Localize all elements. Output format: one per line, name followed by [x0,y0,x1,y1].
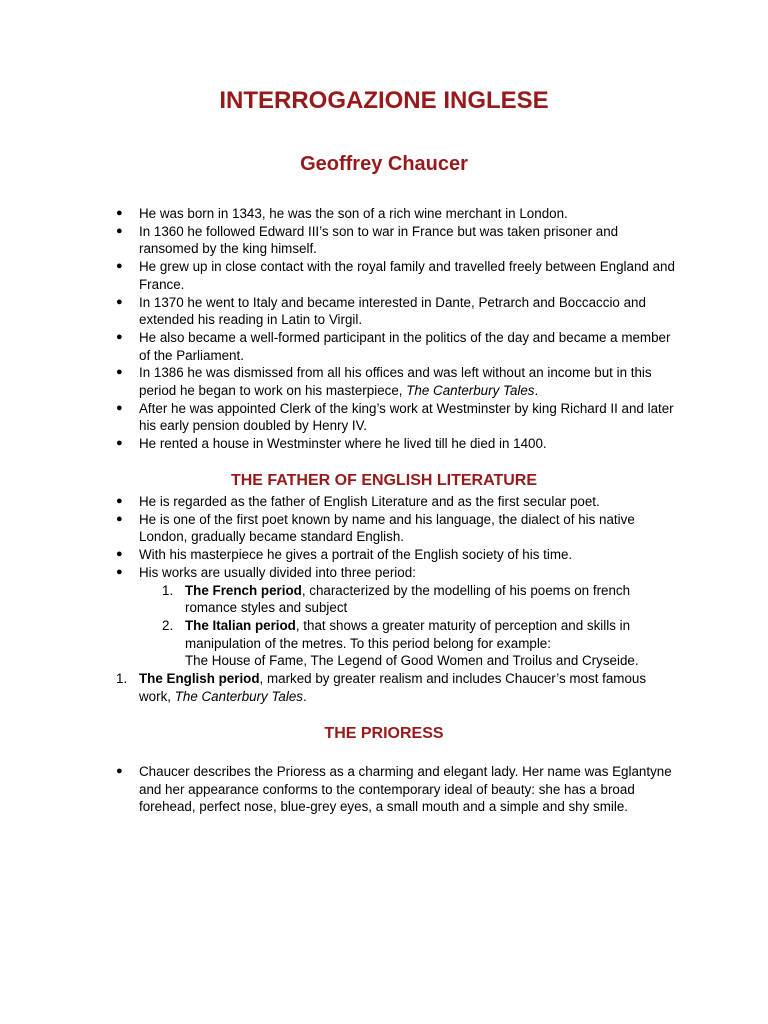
list-item-text: He rented a house in Westminster where he lived till he died in 1400. [139,436,547,452]
list-item [0,258,679,293]
section-heading-prioress: THE PRIORESS [324,725,444,742]
list-item-text: He is regarded as the father of English Literature and as the first secular poet. [139,494,600,509]
bullet-icon: ● [116,401,123,414]
list-item [0,763,679,816]
bullet-icon: ● [116,366,123,379]
list-item [0,546,679,564]
document-subtitle: Geoffrey Chaucer [300,153,468,175]
period-description: , characterized by the modelling of his poems on french romance styles and subject [185,582,631,616]
bullet-icon: ● [116,512,123,525]
list-item [0,223,679,258]
list-number: 1. [162,582,174,598]
bullet-icon: ● [116,330,123,343]
work-title: The Canterbury Tales [406,383,535,399]
list-item-text: He grew up in close contact with the royal family and travelled freely between England and France. [139,259,675,292]
list-item [0,435,679,453]
punctuation: . [534,383,539,399]
section-heading-father: THE FATHER OF ENGLISH LITERATURE [230,472,538,489]
list-item-text: With his masterpiece he gives a portrait of the English society of his time. [139,547,573,563]
bullet-icon: ● [116,565,123,578]
period-item-english [0,670,679,705]
list-item-text: His works are usually divided into three period: [139,564,416,580]
period-name: The French period [185,582,302,598]
list-item [0,564,679,582]
list-item-text: He was born in 1343, he was the son of a rich wine merchant in London. [139,206,568,221]
list-item-text: He also became a well-formed participant in the politics of the day and became a member of the Parliament. [139,329,671,363]
list-item [0,294,679,329]
bullet-icon: ● [116,437,123,450]
father-list [0,493,768,705]
list-item [0,205,679,223]
bullet-icon: ● [116,207,123,219]
list-item-text: Chaucer describes the Prioress as a charming and elegant lady. Her name was Eglantyne and her appearance conforms to the contemporary ideal of beauty: she has a broad forehead, perfect nose, blue-grey eyes, a small mouth and a simple and shy smile. [139,764,672,815]
bullet-icon: ● [116,495,123,507]
list-item-text: After he was appointed Clerk of the king’s work at Westminster by king Richard II and later his early pension doubled by Henry IV. [139,400,674,434]
list-item-text: In 1370 he went to Italy and became interested in Dante, Petrarch and Boccaccio and extended his reading in Latin to Virgil. [139,294,646,328]
period-item-italian [0,617,675,670]
bullet-icon: ● [116,765,123,777]
work-title: The Canterbury Tales [174,688,303,704]
bullet-icon: ● [116,224,123,237]
biography-list [0,205,768,453]
punctuation: . [303,688,307,704]
bullet-icon: ● [116,548,123,561]
list-item-text: He is one of the first poet known by name and his language, the dialect of his native London, gradually became standard English. [139,511,635,545]
period-item-french [0,582,675,617]
period-description: , marked by greater realism and includes Chaucer’s most famous work, [139,671,647,704]
list-number: 1. [116,671,128,687]
list-item [0,493,679,511]
document-title: INTERROGAZIONE INGLESE [219,87,549,114]
list-item [0,511,679,546]
period-description: , that shows a greater maturity of perception and skills in manipulation of the metres. To this period belong for example: [185,617,631,651]
period-name: The Italian period [185,617,296,633]
list-item-text: In 1360 he followed Edward III’s son to war in France but was taken prisoner and ransomed by the king himself. [139,223,619,257]
period-name: The English period [139,671,260,687]
list-item [0,329,679,364]
list-number: 2. [162,617,174,633]
period-examples: The House of Fame, The Legend of Good Women and Troilus and Cryseide. [185,653,639,669]
prioress-list [0,763,768,816]
bullet-icon: ● [116,260,123,273]
list-item-text: In 1386 he was dismissed from all his offices and was left without an income but in this period he began to work on his masterpiece, [139,365,652,399]
list-item [0,364,679,399]
list-item [0,400,679,435]
bullet-icon: ● [116,295,123,308]
